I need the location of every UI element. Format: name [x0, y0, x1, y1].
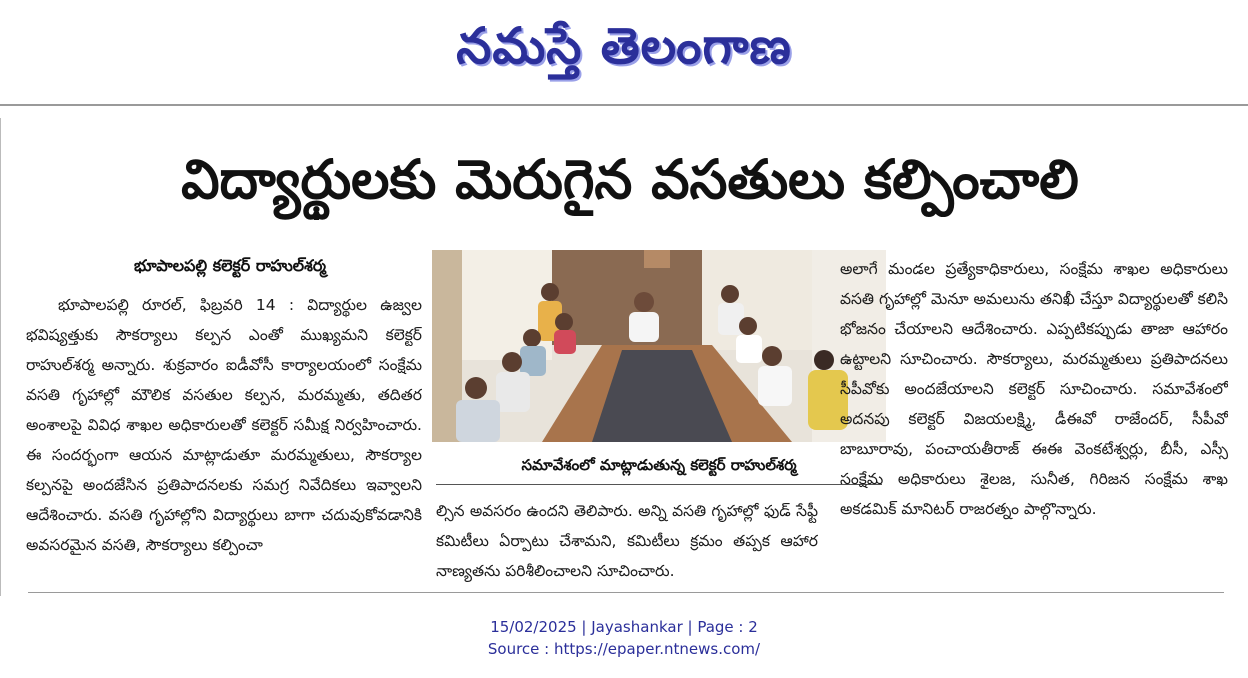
masthead-divider — [0, 104, 1248, 106]
article-column-right: అలాగే మండల ప్రత్యేకాధికారులు, సంక్షేమ శాఖల అధికారులు వసతి గృహాల్లో మెనూ అమలును తనిఖీ చేస్తూ విద్యార్థులతో కలిసి భోజనం చేయాలని ఆదేశించారు. ఎప్పటికప్పుడు తాజా ఆహారం ఉట్టాలని సూచించారు. సౌకర్యాలు, మరమ్మతులు ప్రతిపాదనలు సీపీవోకు అందజేయాలని కలెక్టర్ సూచించారు. సమావేశంలో అదనపు కలెక్టర్ విజయలక్ష్మి, డీఈవో రాజేందర్, సీపీవో బాబూరావు, పంచాయతీరాజ్ ఈఈ వెంకటేశ్వర్లు, బీసీ, ఎస్సీ సంక్షేమ అధికారులు శైలజ, సునీత, గిరిజన సంక్షేమ శాఖ అకడమిక్ మానిటర్ రాజరత్నం పాల్గొన్నారు. — [840, 260, 1228, 518]
source-link[interactable]: Source : https://epaper.ntnews.com/ — [487, 640, 761, 658]
article-byline: భూపాలపల్లి కలెక్టర్ రాహుల్‌శర్మ — [134, 256, 326, 275]
caption-divider — [436, 484, 882, 485]
edition-info: 15/02/2025 | Jayashankar | Page : 2 — [490, 618, 758, 636]
newspaper-logo: నమస్తే తెలంగాణ — [456, 16, 792, 75]
clipping-border — [0, 118, 1, 596]
article-photo — [432, 250, 886, 442]
masthead — [0, 0, 1248, 104]
footer-divider — [28, 592, 1224, 593]
article-column-middle: ల్సిన అవసరం ఉందని తెలిపారు. అన్ని వసతి గృహాల్లో ఫుడ్ సేఫ్టీ కమిటీలు ఏర్పాటు చేశామని, కమిటీలు క్రమం తప్పక ఆహార నాణ్యతను పరిశీలించాలని సూచించారు. — [436, 502, 818, 580]
article-headline: విద్యార్థులకు మెరుగైన వసతులు కల్పించాలి — [181, 148, 1079, 211]
article-column-left: భూపాలపల్లి రూరల్, ఫిబ్రవరి 14 : విద్యార్థుల ఉజ్వల భవిష్యత్తుకు సౌకర్యాలు కల్పన ఎంతో ముఖ్యమని కలెక్టర్ రాహుల్‌శర్మ అన్నారు. శుక్రవారం ఐడీవోసీ కార్యాలయంలో సంక్షేమ వసతి గృహాల్లో మౌలిక వసతుల కల్పన, మరమ్మతు, తదితర అంశాలపై వివిధ శాఖల అధికారులతో కలెక్టర్ సమీక్ష నిర్వహించారు. ఈ సందర్భంగా ఆయన మాట్లాడుతూ మరమ్మతులు, సౌకర్యాల కల్పనపై అందజేసిన ప్రతిపాదనలకు సమగ్ర నివేదికలు ఇవ్వాలని ఆదేశించారు. వసతి గృహాల్లోని విద్యార్థులు బాగా చదువుకోవడానికి అవసరమైన వసతి, సౌకర్యాలు కల్పించా — [26, 296, 422, 554]
meeting-photo-illustration — [432, 250, 886, 442]
photo-caption: సమావేశంలో మాట్లాడుతున్న కలెక్టర్ రాహుల్‌శర్మ — [521, 456, 797, 474]
